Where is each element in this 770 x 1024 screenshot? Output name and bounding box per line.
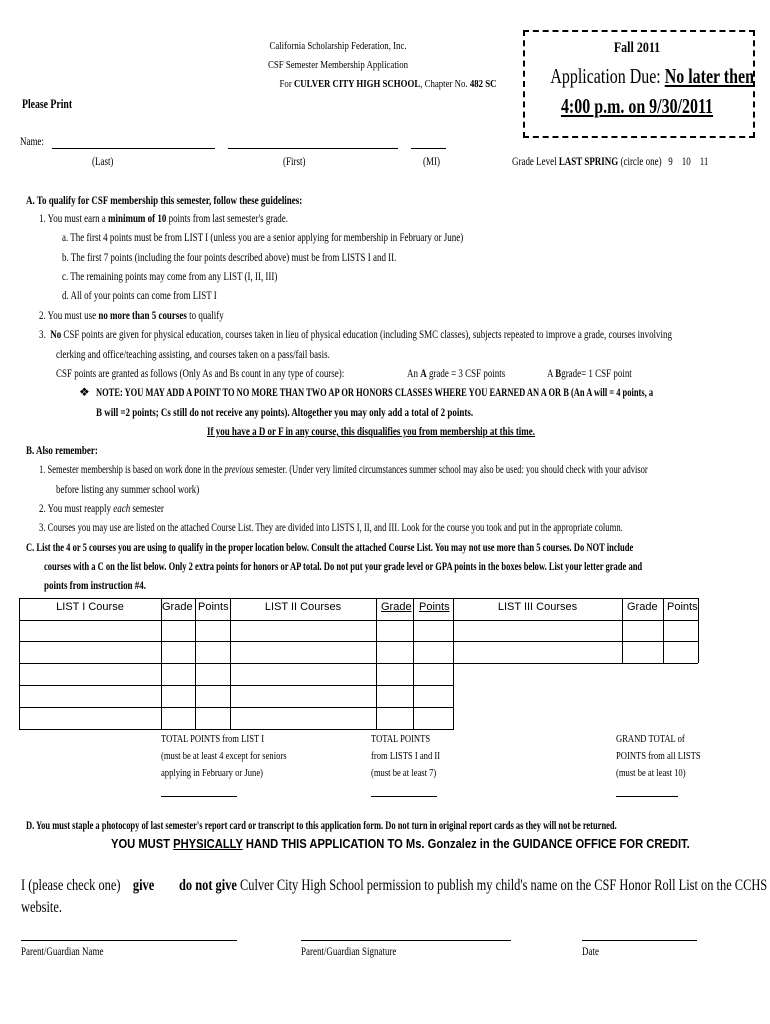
consent-line2: website. bbox=[21, 899, 62, 916]
physical-notice bbox=[111, 836, 690, 851]
note-line3: If you have a D or F in any course, this disqualifies you from membership at this time. bbox=[207, 426, 536, 438]
header-grade-2: Grade bbox=[381, 601, 412, 613]
grade-prefix: Grade Level bbox=[512, 156, 557, 168]
total-list2-line3: (must be at least 7) bbox=[371, 767, 437, 779]
first-caption: (First) bbox=[283, 156, 306, 168]
total-list1-field[interactable] bbox=[161, 796, 237, 797]
a2-post: to qualify bbox=[189, 310, 224, 322]
header-points-1: Points bbox=[198, 601, 229, 613]
grade-term: LAST SPRING bbox=[558, 156, 619, 168]
header-list3: LIST III Courses bbox=[497, 601, 578, 613]
mi-field[interactable] bbox=[411, 148, 446, 149]
chapter-number: 482 SC bbox=[469, 78, 497, 90]
name-label: Name: bbox=[20, 136, 44, 148]
b-grade-post: grade= 1 CSF point bbox=[561, 368, 632, 380]
school-line bbox=[238, 78, 539, 90]
note-line2: B will =2 points; Cs still do not receive any points). Altogether you may only add a total of 2 points. bbox=[96, 407, 474, 419]
section-a-item2 bbox=[39, 310, 224, 322]
b1-pre: 1. Semester membership is based on work done in the bbox=[39, 464, 223, 476]
section-c-line3: points from instruction #4. bbox=[44, 580, 147, 592]
guardian-name-field[interactable] bbox=[21, 940, 237, 941]
total-list2-line2: from LISTS I and II bbox=[371, 750, 441, 762]
grade-option-11[interactable]: 11 bbox=[699, 156, 709, 168]
section-b-item3: 3. Courses you may use are listed on the attached Course List. They are divided into LISTS I, II, and III. Look for the course you took and put in the appropriate column. bbox=[39, 522, 623, 534]
due-label: Application Due: bbox=[550, 64, 661, 88]
guardian-signature-field[interactable] bbox=[301, 940, 511, 941]
term-label: Fall 2011 bbox=[613, 40, 661, 56]
please-print: Please Print bbox=[22, 97, 73, 111]
a3-pre: 3. bbox=[39, 329, 46, 341]
section-a-item1 bbox=[39, 213, 288, 225]
due-deadline-1: No later then bbox=[664, 64, 754, 88]
app-title: CSF Semester Membership Application bbox=[267, 59, 409, 71]
physical-post: HAND THIS APPLICATION TO Ms. Gonzalez in the GUIDANCE OFFICE FOR CREDIT. bbox=[245, 836, 690, 851]
grand-total-line3: (must be at least 10) bbox=[616, 767, 686, 779]
b-grade-pre: A bbox=[547, 368, 553, 380]
total-list2-line1: TOTAL POINTS bbox=[371, 733, 431, 745]
b1-post: semester. (Under very limited circumstances summer school may also be used: you should check with your advisor bbox=[255, 464, 648, 476]
note-line1: NOTE: YOU MAY ADD A POINT TO NO MORE THAN TWO AP OR HONORS CLASSES WHERE YOU EARNED AN A OR B (An A will = 4 points, a bbox=[96, 387, 654, 399]
section-a-title: A. To qualify for CSF membership this semester, follow these guidelines: bbox=[26, 195, 303, 207]
total-list1-line1: TOTAL POINTS from LIST I bbox=[161, 733, 265, 745]
section-d: D. You must staple a photocopy of last semester's report card or transcript to this application form. Do not turn in original report cards as they will not be returned. bbox=[26, 820, 617, 832]
a-grade-points bbox=[407, 368, 505, 380]
section-b-title: B. Also remember: bbox=[26, 445, 98, 457]
a1-post: points from last semester's grade. bbox=[168, 213, 289, 225]
grand-total-line1: GRAND TOTAL of bbox=[616, 733, 685, 745]
a2-bold: no more than 5 courses bbox=[98, 310, 187, 322]
date-field[interactable] bbox=[582, 940, 697, 941]
diamond-bullet-icon: ❖ bbox=[79, 385, 90, 399]
chapter-prefix: , Chapter No. bbox=[420, 78, 468, 90]
total-list1-line2: (must be at least 4 except for seniors bbox=[161, 750, 287, 762]
due-deadline-2: 4:00 p.m. on 9/30/2011 bbox=[560, 94, 714, 118]
org-name: California Scholarship Federation, Inc. bbox=[269, 40, 407, 52]
last-caption: (Last) bbox=[92, 156, 114, 168]
grade-option-9[interactable]: 9 bbox=[668, 156, 673, 168]
grade-level bbox=[512, 156, 708, 168]
section-a-item1a: a. The first 4 points must be from LIST I (unless you are a senior applying for membership in February or June) bbox=[62, 232, 464, 244]
section-a-item1d: d. All of your points can come from LIST I bbox=[62, 290, 217, 302]
a2-pre: 2. You must use bbox=[39, 310, 97, 322]
section-a-item3 bbox=[39, 329, 672, 341]
grand-total-field[interactable] bbox=[616, 796, 678, 797]
b-grade-points bbox=[547, 368, 632, 380]
grand-total-line2: POINTS from all LISTS bbox=[616, 750, 701, 762]
b2-pre: 2. You must reapply bbox=[39, 503, 112, 515]
a-grade-bold: A bbox=[420, 368, 427, 380]
section-b-item1-line2: before listing any summer school work) bbox=[56, 484, 200, 496]
a1-pre: 1. You must earn a bbox=[39, 213, 106, 225]
physical-underlined: PHYSICALLY bbox=[173, 836, 243, 851]
section-b-item2 bbox=[39, 503, 164, 515]
header-list2: LIST II Courses bbox=[264, 601, 342, 613]
section-a-item3-line2: clerking and office/teaching assisting, and courses taken on a pass/fail basis. bbox=[56, 349, 330, 361]
section-a-item1c: c. The remaining points may come from any LIST (I, II, III) bbox=[62, 271, 278, 283]
section-b-item1 bbox=[39, 464, 648, 476]
a-grade-post: grade = 3 CSF points bbox=[428, 368, 506, 380]
a-grade-pre: An bbox=[407, 368, 418, 380]
due-line2 bbox=[550, 94, 723, 119]
consent-post: Culver City High School permission to publish my child's name on the CSF Honor Roll List on the CCHS bbox=[240, 877, 768, 894]
due-line1 bbox=[550, 64, 754, 89]
a3-bold: No bbox=[50, 329, 62, 341]
guardian-signature-label: Parent/Guardian Signature bbox=[301, 946, 397, 958]
total-list1-line3: applying in February or June) bbox=[161, 767, 263, 779]
points-granted: CSF points are granted as follows (Only As and Bs count in any type of course): bbox=[56, 368, 345, 380]
header-points-2: Points bbox=[419, 601, 450, 613]
section-c-line1: C. List the 4 or 5 courses you are using to qualify in the proper location below. Consult the attached Course List. You may not use more than 5 courses. Do NOT include bbox=[26, 542, 634, 554]
for-prefix: For bbox=[279, 78, 292, 90]
header-points-3: Points bbox=[667, 601, 698, 613]
physical-pre: YOU MUST bbox=[111, 836, 171, 851]
total-list2-field[interactable] bbox=[371, 796, 437, 797]
consent-line1 bbox=[21, 877, 767, 895]
school-name: CULVER CITY HIGH SCHOOL bbox=[293, 78, 421, 90]
guardian-name-label: Parent/Guardian Name bbox=[21, 946, 104, 958]
b2-em: each bbox=[113, 503, 131, 515]
a3-post: CSF points are given for physical education, courses taken in lieu of physical education (including SMC classes), subjects repeated to improve a grade, courses involving bbox=[63, 329, 672, 341]
mi-caption: (MI) bbox=[423, 156, 440, 168]
date-label: Date bbox=[582, 946, 599, 958]
section-a-item1b: b. The first 7 points (including the four points described above) must be from LISTS I and II. bbox=[62, 252, 397, 264]
section-c-line2: courses with a C on the list below. Only 2 extra points for honors or AP total. Do not put your grade level or GPA points in the boxes below. List your letter grade and bbox=[44, 561, 643, 573]
grade-suffix: (circle one) bbox=[620, 156, 662, 168]
a1-bold: minimum of 10 bbox=[108, 213, 167, 225]
consent-pre: I (please check one) bbox=[21, 877, 121, 894]
header-grade-3: Grade bbox=[627, 601, 658, 613]
header-grade-1: Grade bbox=[162, 601, 193, 613]
b2-post: semester bbox=[132, 503, 164, 515]
b1-em: previous bbox=[224, 464, 254, 476]
b-grade-bold: B bbox=[555, 368, 562, 380]
consent-not-give-option[interactable]: do not give bbox=[179, 877, 237, 894]
first-name-field[interactable] bbox=[228, 148, 398, 149]
grade-option-10[interactable]: 10 bbox=[681, 156, 691, 168]
last-name-field[interactable] bbox=[52, 148, 215, 149]
consent-give-option[interactable]: give bbox=[132, 877, 155, 894]
header-list1: LIST I Course bbox=[56, 601, 124, 613]
